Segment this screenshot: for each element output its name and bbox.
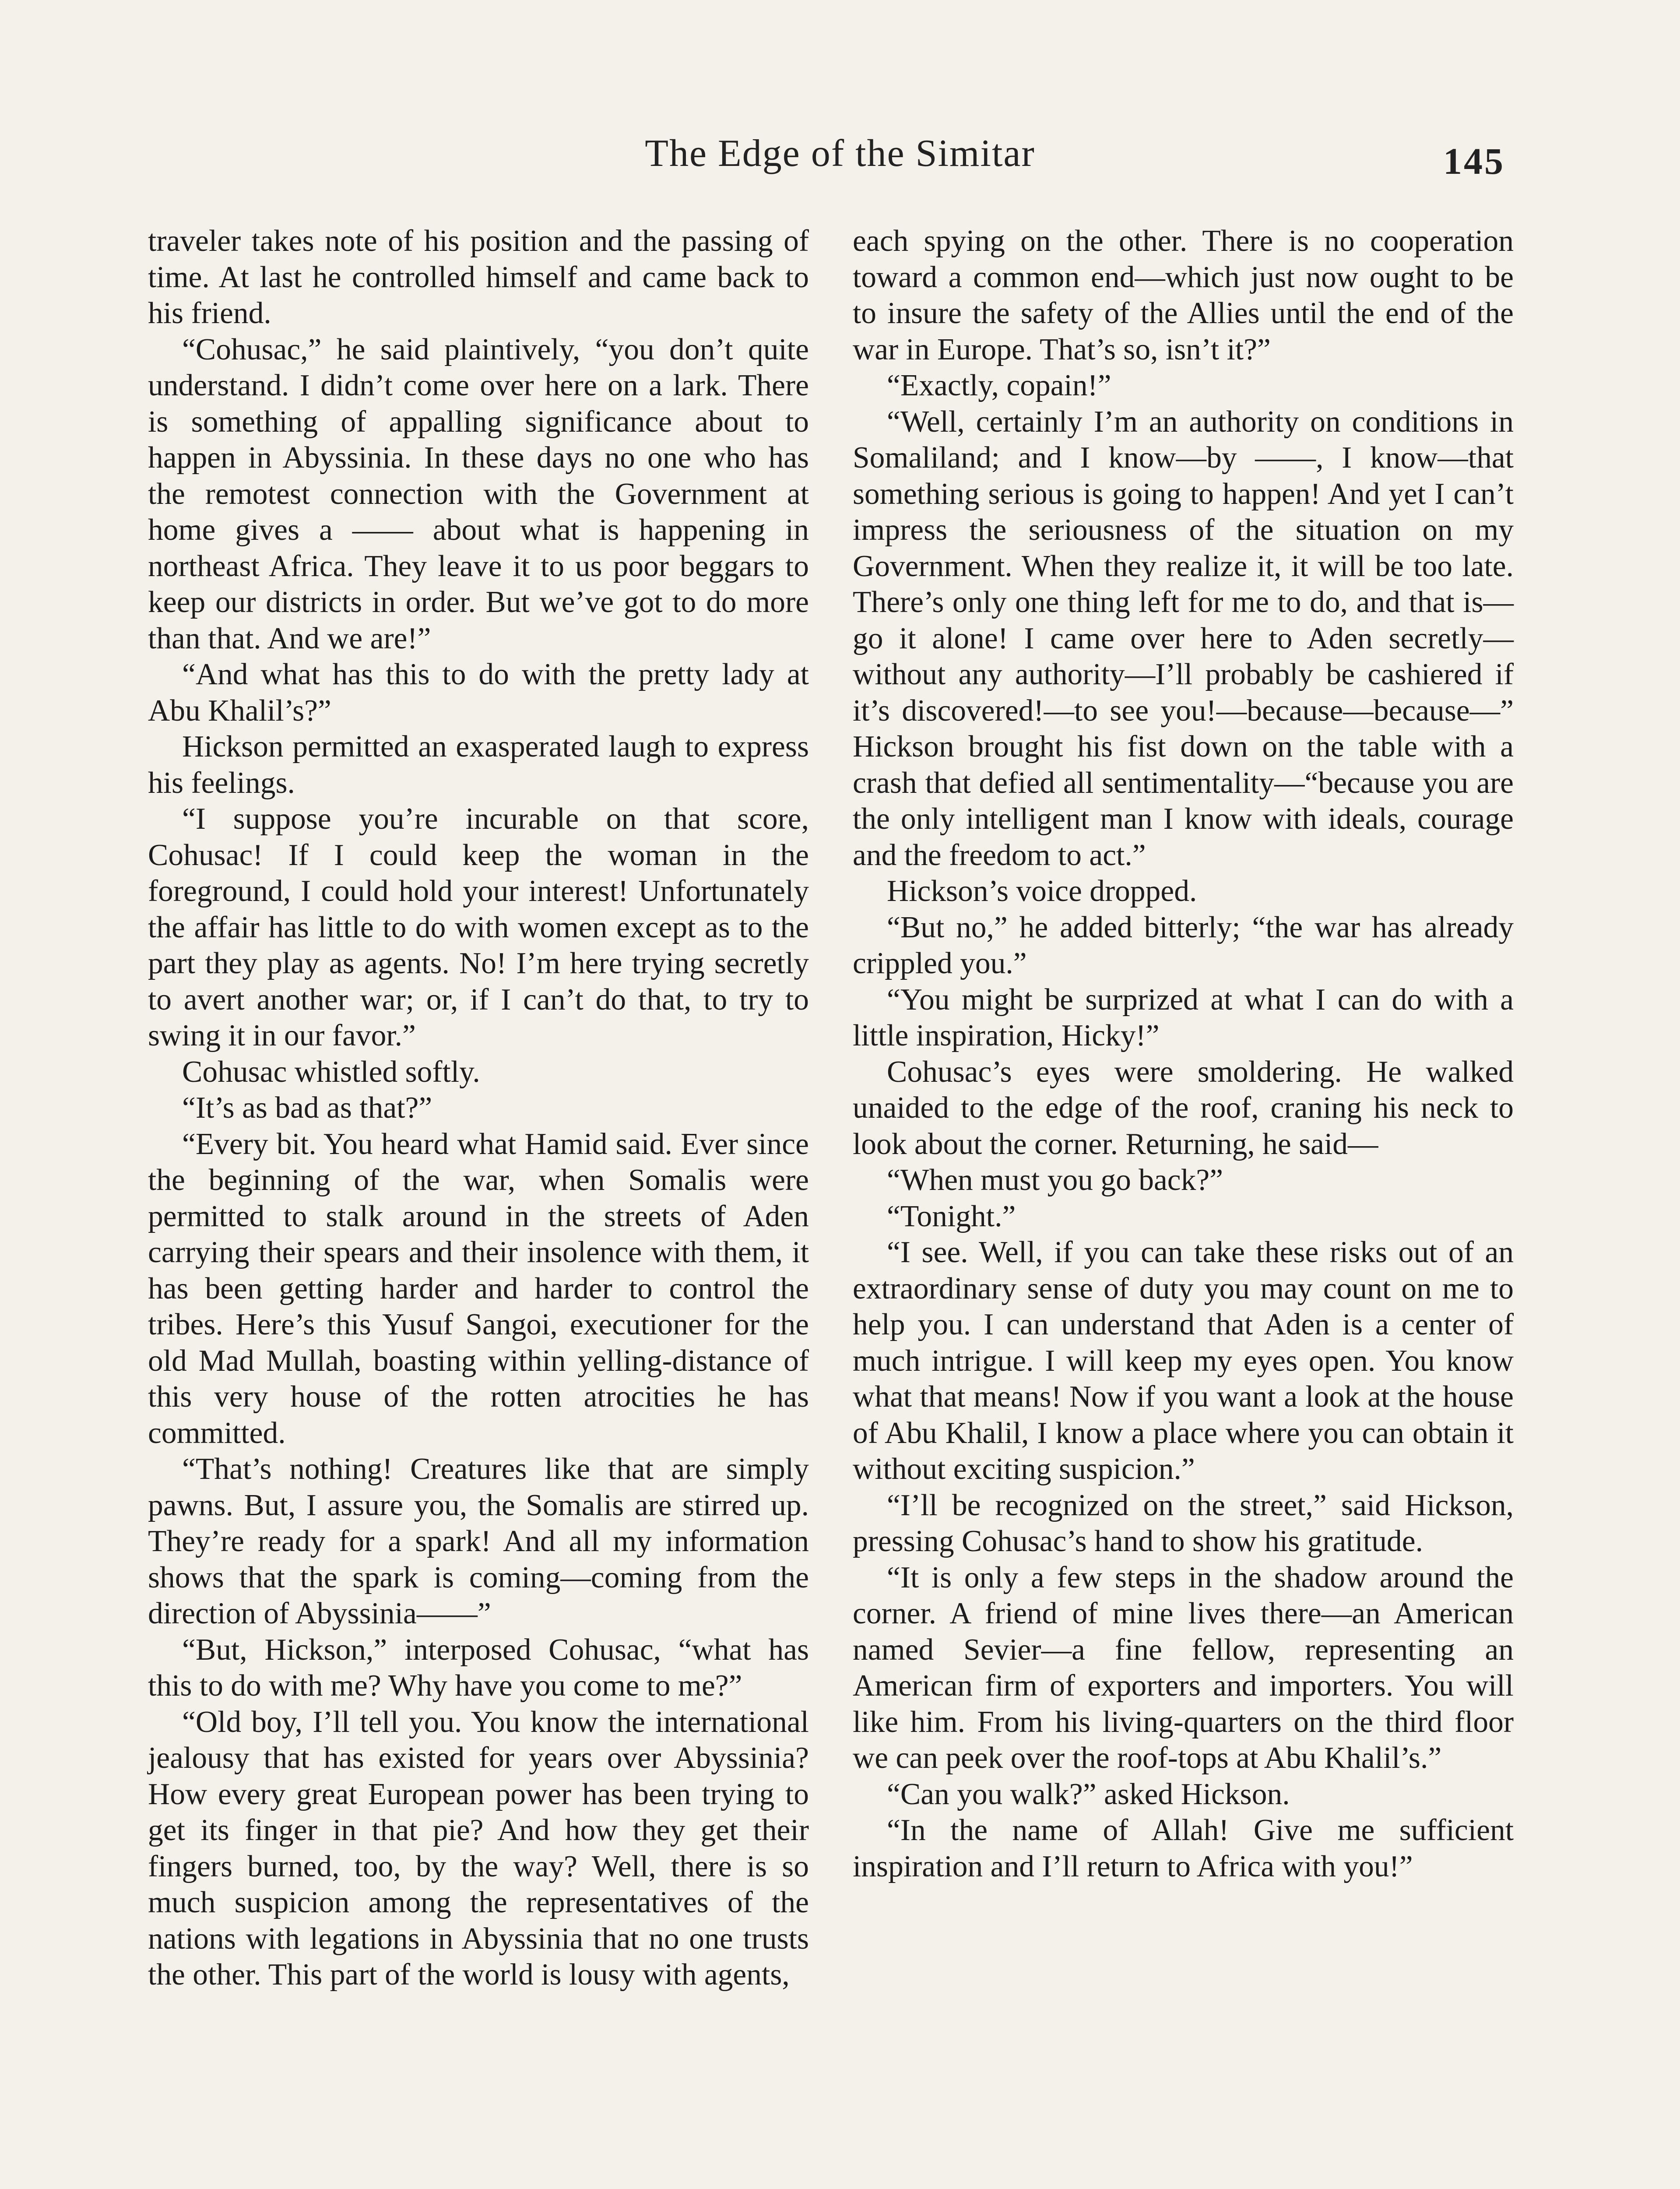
paragraph: “Old boy, I’ll tell you. You know the international jealousy that has existed for years over Abyssinia? How every great European power has been trying to get its finger in that pie? And how they get their fingers burned, too, by the way? Well, there is so much suspicion among the representatives of the nations with legations in Abyssinia that no one trusts the other. This part of the world is lousy with agents,	[148, 1705, 809, 1992]
paragraph: “I’ll be recognized on the street,” said Hickson, pressing Cohusac’s hand to show his gratitude.	[853, 1488, 1514, 1558]
paragraph: “Tonight.”	[887, 1199, 1016, 1233]
paragraph: “It is only a few steps in the shadow around the corner. A friend of mine lives there—an American named Sevier—a fine fellow, representing an American firm of exporters and importers. You will like him. From his living-quarters on the third floor we can peek over the roof-tops at Abu Khalil’s.”	[853, 1560, 1514, 1775]
paragraph: “I see. Well, if you can take these risks out of an extraordinary sense of duty you may count on me to help you. I can understand that Aden is a center of much intrigue. I will keep my eyes open. You know what that means! Now if you want a look at the house of Abu Khalil, I know a place where you can obtain it without exciting suspicion.”	[853, 1235, 1514, 1486]
paragraph: “Every bit. You heard what Hamid said. Ever since the beginning of the war, when Somalis were permitted to stalk around in the streets of Aden carrying their spears and their insolence with them, it has been getting harder and harder to control the tribes. Here’s this Yusuf Sangoi, executioner for the old Mad Mullah, boasting within yelling-distance of this very house of the rotten atrocities he has committed.	[148, 1127, 809, 1450]
paragraph: Cohusac whistled softly.	[182, 1055, 480, 1089]
paragraph: traveler takes note of his position and the passing of time. At last he controlled himself and came back to his friend.	[148, 224, 809, 330]
paragraph: “Can you walk?” asked Hickson.	[887, 1777, 1290, 1811]
paragraph: “I suppose you’re incurable on that score, Cohusac! If I could keep the woman in the foreground, I could hold your interest! Unfortunately the affair has little to do with women except as to the part they play as agents. No! I’m here trying secretly to avert another war; or, if I can’t do that, to try to swing it in our favor.”	[148, 802, 809, 1052]
paragraph: “It’s as bad as that?”	[182, 1091, 432, 1125]
page-number: 145	[1443, 140, 1505, 182]
paragraph: each spying on the other. There is no cooperation toward a common end—which just now ought to be to insure the safety of the Allies until the end of the war in Europe. That’s so, isn’t it?”	[853, 224, 1514, 366]
paragraph: “But, Hickson,” interposed Cohusac, “what has this to do with me? Why have you come to me?”	[148, 1633, 809, 1703]
paragraph: “Cohusac,” he said plaintively, “you don’t quite understand. I didn’t come over here on a lark. There is something of appalling significance about to happen in Abyssinia. In these days no one who has the remotest connection with the Government at home gives a —— about what is happening in northeast Africa. They leave it to us poor beggars to keep our districts in order. But we’ve got to do more than that. And we are!”	[148, 332, 809, 655]
paragraph: “Well, certainly I’m an authority on conditions in Somaliland; and I know—by ——, I know—that something serious is going to happen! And yet I can’t impress the seriousness of the situation on my Government. When they realize it, it will be too late. There’s only one thing left for me to do, and that is—go it alone! I came over here to Aden secretly—without any authority—I’ll probably be cashiered if it’s discovered!—to see you!—because—because—” Hickson brought his fist down on the table with a crash that defied all sentimentality—“because you are the only intelligent man I know with ideals, courage and the freedom to act.”	[853, 405, 1514, 872]
paragraph: “In the name of Allah! Give me sufficient inspiration and I’ll return to Africa with you!”	[853, 1813, 1514, 1883]
paragraph: “When must you go back?”	[887, 1163, 1223, 1197]
paragraph: “Exactly, copain!”	[887, 369, 1111, 402]
right-text-column	[853, 223, 1514, 1885]
paragraph: Hickson permitted an exasperated laugh to express his feelings.	[148, 730, 809, 800]
left-text-column	[148, 223, 809, 1993]
paragraph: “You might be surprized at what I can do with a little inspiration, Hicky!”	[853, 982, 1514, 1052]
paragraph: “And what has this to do with the pretty lady at Abu Khalil’s?”	[148, 658, 809, 728]
paragraph: “That’s nothing! Creatures like that are simply pawns. But, I assure you, the Somalis are stirred up. They’re ready for a spark! And all my information shows that the spark is coming—coming from the direction of Abyssinia——”	[148, 1452, 809, 1630]
paragraph: Hickson’s voice dropped.	[887, 874, 1197, 908]
running-header-title: The Edge of the Simitar	[645, 132, 1035, 175]
paragraph: “But no,” he added bitterly; “the war has already crippled you.”	[853, 910, 1514, 980]
paragraph: Cohusac’s eyes were smoldering. He walked unaided to the edge of the roof, craning his neck to look about the corner. Returning, he said—	[853, 1055, 1514, 1161]
